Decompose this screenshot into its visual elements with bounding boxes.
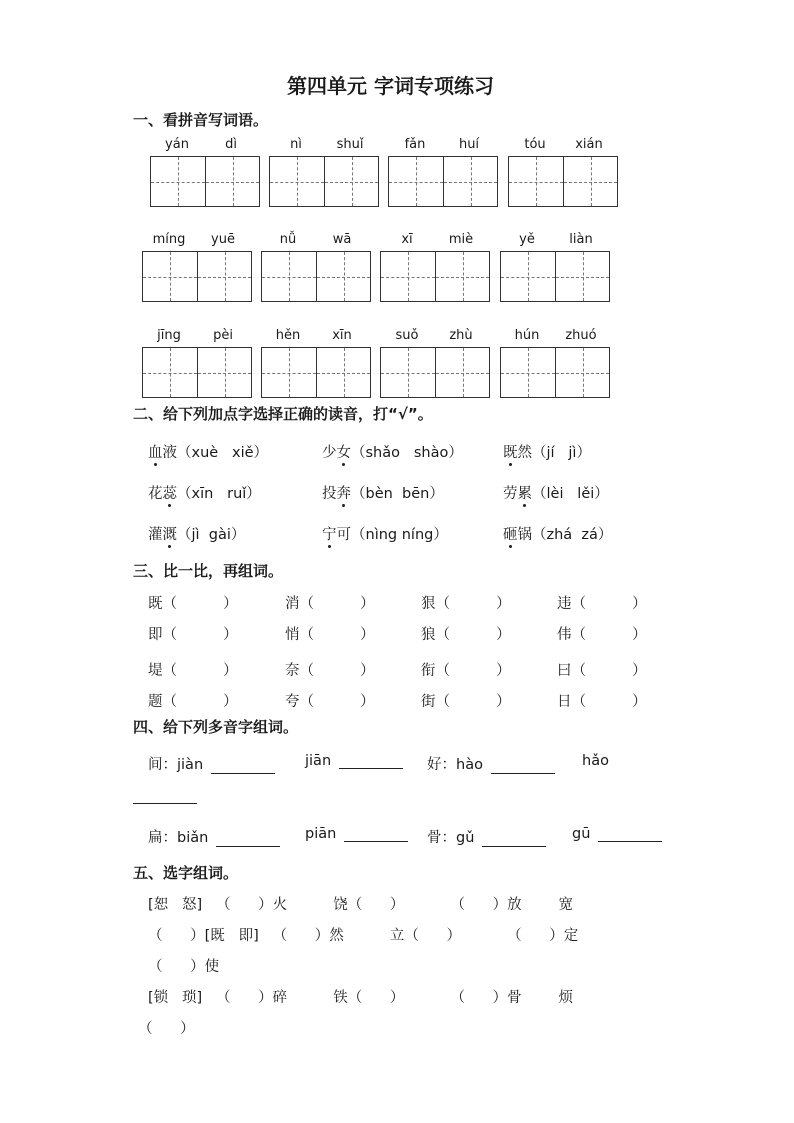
pinyin-label: huí <box>458 137 480 152</box>
reading-item: 宁可（nìng níng） <box>322 527 448 543</box>
pinyin-label: hěn <box>275 328 301 343</box>
section-3-heading: 三、比一比，再组词。 <box>133 562 284 580</box>
writing-cell[interactable] <box>270 157 324 206</box>
section-4-heading: 四、给下列多音字组词。 <box>133 718 299 736</box>
reading-item: 既然（jí jì） <box>503 445 591 461</box>
pinyin-label: miè <box>448 232 474 247</box>
polyphone-item: hǎo <box>582 753 609 769</box>
writing-grid[interactable] <box>261 347 371 398</box>
writing-cell[interactable] <box>197 252 251 301</box>
pinyin-label: suǒ <box>395 328 419 343</box>
writing-grid[interactable] <box>142 347 252 398</box>
writing-cell[interactable] <box>143 348 197 397</box>
answer-blank[interactable] <box>133 789 197 804</box>
compare-word-item: 消（ ） <box>285 596 375 612</box>
pinyin-label: xī <box>401 232 413 247</box>
writing-cell[interactable] <box>563 157 617 206</box>
choose-word-line: （ ） <box>138 1021 195 1037</box>
answer-blank[interactable] <box>339 754 403 769</box>
polyphone-item: piān <box>305 826 408 842</box>
pinyin-label: xīn <box>332 328 352 343</box>
reading-item: 灌溉（jì gài） <box>148 527 246 543</box>
reading-item: 劳累（lèi lěi） <box>503 486 609 502</box>
reading-item: 投奔（bèn bēn） <box>322 486 444 502</box>
writing-grid[interactable] <box>142 251 252 302</box>
pinyin-label: míng <box>152 232 186 247</box>
compare-word-item: 夸（ ） <box>285 694 375 710</box>
writing-grid[interactable] <box>269 156 379 207</box>
reading-item: 花蕊（xīn ruǐ） <box>148 486 261 502</box>
compare-word-item: 既（ ） <box>148 596 238 612</box>
compare-word-item: 堤（ ） <box>148 663 238 679</box>
writing-cell[interactable] <box>324 157 378 206</box>
writing-cell[interactable] <box>555 252 609 301</box>
answer-blank[interactable] <box>216 832 280 847</box>
writing-cell[interactable] <box>509 157 563 206</box>
writing-grid[interactable] <box>500 347 610 398</box>
pinyin-label: zhù <box>449 328 473 343</box>
answer-blank[interactable] <box>211 759 275 774</box>
writing-grid[interactable] <box>261 251 371 302</box>
writing-cell[interactable] <box>205 157 259 206</box>
pinyin-label: fǎn <box>404 137 426 152</box>
pinyin-label: tóu <box>524 137 546 152</box>
polyphone-item: 间：jiàn <box>148 753 275 774</box>
section-5-heading: 五、选字组词。 <box>133 864 239 882</box>
writing-cell[interactable] <box>151 157 205 206</box>
writing-cell[interactable] <box>262 252 316 301</box>
answer-blank[interactable] <box>598 827 662 842</box>
pinyin-label: shuǐ <box>336 137 364 152</box>
polyphone-item: 好：hào <box>427 753 555 774</box>
compare-word-item: 狼（ ） <box>421 627 511 643</box>
page-title: 第四单元 字词专项练习 <box>287 74 494 98</box>
writing-cell[interactable] <box>381 348 435 397</box>
writing-cell[interactable] <box>143 252 197 301</box>
writing-cell[interactable] <box>316 252 370 301</box>
pinyin-label: hún <box>514 328 540 343</box>
compare-word-item: 即（ ） <box>148 627 238 643</box>
writing-cell[interactable] <box>197 348 251 397</box>
answer-blank[interactable] <box>491 759 555 774</box>
writing-cell[interactable] <box>435 252 489 301</box>
polyphone-item: gū <box>572 826 662 842</box>
choose-word-line: [锁 琐] （ ）碎 铁（ ） （ ）骨 烦 <box>148 990 573 1006</box>
writing-grid[interactable] <box>380 251 490 302</box>
writing-cell[interactable] <box>501 348 555 397</box>
compare-word-item: 违（ ） <box>557 596 647 612</box>
pinyin-label: yuē <box>211 232 235 247</box>
pinyin-label: xián <box>575 137 603 152</box>
writing-grid[interactable] <box>380 347 490 398</box>
writing-cell[interactable] <box>443 157 497 206</box>
answer-blank[interactable] <box>344 827 408 842</box>
writing-cell[interactable] <box>316 348 370 397</box>
writing-grid[interactable] <box>508 156 618 207</box>
polyphone-item <box>133 788 197 804</box>
compare-word-item: 奈（ ） <box>285 663 375 679</box>
compare-word-item: 街（ ） <box>421 694 511 710</box>
section-2-heading: 二、给下列加点字选择正确的读音，打“√”。 <box>133 405 433 423</box>
compare-word-item: 衔（ ） <box>421 663 511 679</box>
reading-item: 血液（xuè xiě） <box>148 445 269 461</box>
writing-cell[interactable] <box>435 348 489 397</box>
compare-word-item: 题（ ） <box>148 694 238 710</box>
compare-word-item: 悄（ ） <box>285 627 375 643</box>
pinyin-label: jīng <box>157 328 181 343</box>
pinyin-label: yán <box>165 137 189 152</box>
writing-cell[interactable] <box>381 252 435 301</box>
compare-word-item: 狠（ ） <box>421 596 511 612</box>
writing-grid[interactable] <box>388 156 498 207</box>
writing-grid[interactable] <box>150 156 260 207</box>
pinyin-label: dì <box>225 137 237 152</box>
writing-grid[interactable] <box>500 251 610 302</box>
pinyin-label: nǚ <box>279 232 297 247</box>
compare-word-item: 曰（ ） <box>557 663 647 679</box>
answer-blank[interactable] <box>482 832 546 847</box>
polyphone-item: 扁：biǎn <box>148 826 280 847</box>
choose-word-line: （ ）[既 即] （ ）然 立（ ） （ ）定 <box>148 928 579 944</box>
reading-item: 砸锅（zhá zá） <box>503 527 613 543</box>
choose-word-line: [恕 怒] （ ）火 饶（ ） （ ）放 宽 <box>148 897 573 913</box>
compare-word-item: 日（ ） <box>557 694 647 710</box>
choose-word-line: （ ）使 <box>148 959 220 975</box>
pinyin-label: nì <box>290 137 302 152</box>
pinyin-label: wā <box>332 232 352 247</box>
pinyin-label: pèi <box>213 328 233 343</box>
compare-word-item: 伟（ ） <box>557 627 647 643</box>
pinyin-label: yě <box>519 232 535 247</box>
writing-cell[interactable] <box>555 348 609 397</box>
pinyin-label: liàn <box>569 232 593 247</box>
polyphone-item: 骨：gǔ <box>427 826 546 847</box>
writing-cell[interactable] <box>501 252 555 301</box>
writing-cell[interactable] <box>262 348 316 397</box>
section-1-heading: 一、看拼音写词语。 <box>133 111 269 129</box>
writing-cell[interactable] <box>389 157 443 206</box>
polyphone-item: jiān <box>305 753 403 769</box>
pinyin-label: zhuó <box>565 328 597 343</box>
reading-item: 少女（shǎo shào） <box>322 445 463 461</box>
